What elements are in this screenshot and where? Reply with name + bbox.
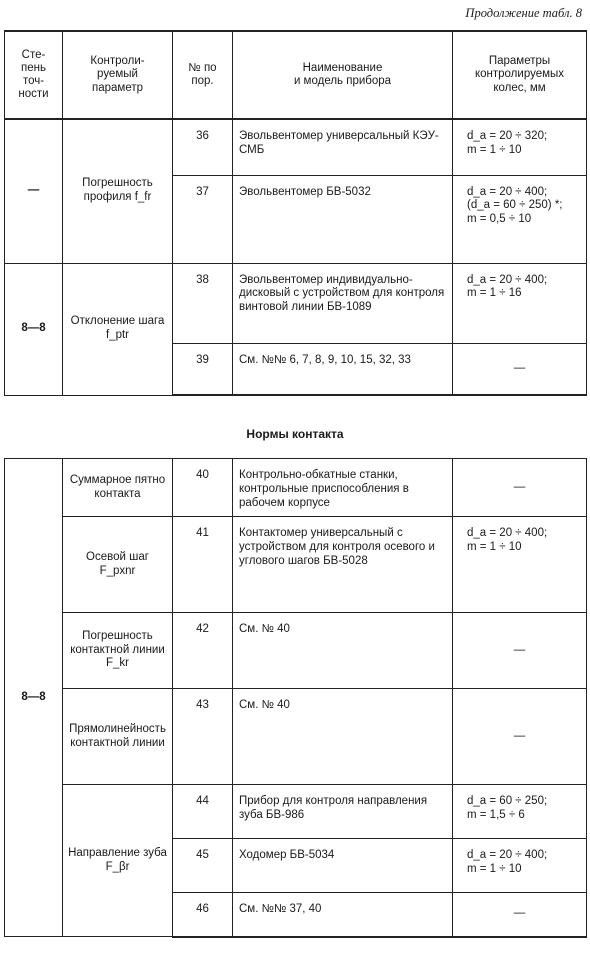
row-num: 46 [173,893,233,937]
controlled-parameter: Прямолинейность контактной линии [63,689,173,785]
header-params: Параметры контролируемых колес, мм [453,31,587,119]
instrument-name: См. № 40 [233,613,453,689]
wheel-params: d_a = 20 ÷ 400; m = 1 ÷ 16 [453,263,587,343]
row-num: 38 [173,263,233,343]
header-degree: Сте- пень точ- ности [5,31,63,119]
row-num: 42 [173,613,233,689]
row-num: 37 [173,175,233,263]
instrument-name: Контактомер универсальный с устройством для контроля осевого и углового шагов БВ-5028 [233,517,453,613]
controlled-parameter: Погрешность профиля f_fr [63,119,173,263]
instrument-name: Контрольно-обкатные станки, контрольные приспособления в рабочем корпусе [233,459,453,517]
instrument-name: См. №№ 6, 7, 8, 9, 10, 15, 32, 33 [233,343,453,395]
degree-cell: 8—8 [5,263,63,395]
header-num: № по пор. [173,31,233,119]
degree-cell: 8—8 [5,459,63,937]
row-num: 41 [173,517,233,613]
degree-cell: — [5,119,63,263]
section-heading-contact: Нормы контакта [246,427,344,441]
instrument-name: См. № 40 [233,689,453,785]
instrument-name: Ходомер БВ-5034 [233,839,453,893]
instrument-name: См. №№ 37, 40 [233,893,453,937]
controlled-parameter: Направление зуба F_βr [63,785,173,937]
header-controlled: Контроли- руемый параметр [63,31,173,119]
wheel-params: d_a = 60 ÷ 250; m = 1,5 ÷ 6 [453,785,587,839]
instrument-name: Эвольвентомер универсальный КЭУ-СМБ [233,119,453,175]
wheel-params: d_a = 20 ÷ 400; m = 1 ÷ 10 [453,839,587,893]
wheel-params: d_a = 20 ÷ 400; m = 1 ÷ 10 [453,517,587,613]
controlled-parameter: Суммарное пятно контакта [63,459,173,517]
row-num: 45 [173,839,233,893]
header-name: Наименование и модель прибора [233,31,453,119]
row-num: 43 [173,689,233,785]
wheel-params: d_a = 20 ÷ 400; (d_a = 60 ÷ 250) *; m = 0,5 ÷ 10 [453,175,587,263]
row-num: 36 [173,119,233,175]
wheel-params: — [453,613,587,689]
instrument-name: Эвольвентомер индивидуально-дисковый с устройством для контроля винтовой линии БВ-1089 [233,263,453,343]
wheel-params: — [453,689,587,785]
continuation-note: Продолжение табл. 8 [465,6,582,20]
row-num: 44 [173,785,233,839]
row-num: 39 [173,343,233,395]
instruments-table-contact [4,458,587,938]
controlled-parameter: Осевой шаг F_pxnr [63,517,173,613]
instrument-name: Прибор для контроля направления зуба БВ-986 [233,785,453,839]
row-num: 40 [173,459,233,517]
controlled-parameter: Погрешность контактной линии F_kr [63,613,173,689]
wheel-params: d_a = 20 ÷ 320; m = 1 ÷ 10 [453,119,587,175]
wheel-params: — [453,343,587,395]
instruments-table-upper [4,30,587,396]
wheel-params: — [453,893,587,937]
instrument-name: Эвольвентомер БВ-5032 [233,175,453,263]
wheel-params: — [453,459,587,517]
controlled-parameter: Отклонение шага f_ptr [63,263,173,395]
